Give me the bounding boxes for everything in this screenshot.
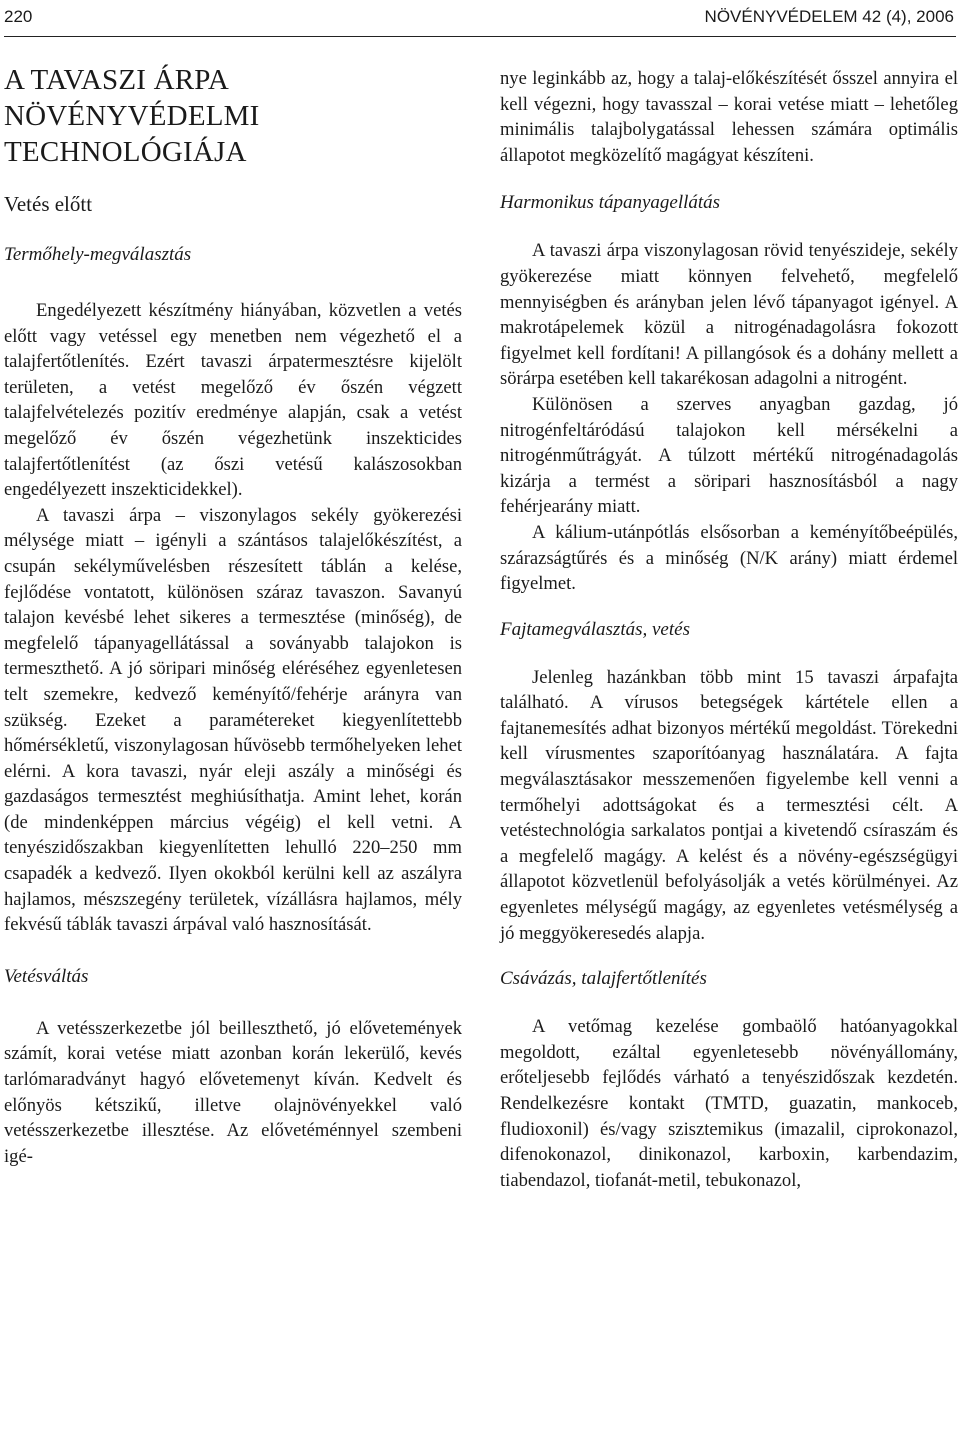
subheading-seed-treatment: Csávázás, talajfertőtlenítés <box>500 968 707 990</box>
article-title <box>4 62 462 170</box>
title-line-2: NÖVÉNYVÉDELMI <box>4 100 260 132</box>
section-heading-before-sowing: Vetés előtt <box>4 192 93 216</box>
paragraph-seed-treatment: A vetőmag kezelése gombaölő hatóanyagokkal megoldott, ezáltal egyenletesebb növényállomány, erőteljesebb fejlődés várható a tenyészidőszak kezdetén. Rendelkezésre kontakt (TMTD, guazatin, mankoceb, fludioxonil) és/vagy szisztemikus (imazalil, ciprokonazol, difenokonazol, dinikonazol, karboxin, karbendazim, tiabendazol, tiofanát-metil, tebukonazol, <box>500 1016 958 1191</box>
paragraph-variety-selection: Jelenleg hazánkban több mint 15 tavaszi árpafajta található. A vírusos betegségek kártétele ellen a fajtanemesítés adhat bizonyos mértékű megoldást. Törekedni kell vírusmentes szaporítóanyag használatára. A fajta megválasztásakor messzemenően figyelembe kell venni a termőhelyi adottságokat és a termesztési célt. A vetéstechnológia sarkalatos pontjai a kivetendő csíraszám és a megfelelő magágy. A kelést és a növény-egészségügyi állapotot közvetlenül befolyásolják a vetés körülményei. Az egyenletes mélységű magágy, az egyenletes vetésmélység a jó meggyökeresedés alapja. <box>500 666 958 944</box>
subheading-site-selection: Termőhely-megválasztás <box>4 244 192 265</box>
left-column <box>4 62 462 1169</box>
paragraph-nutrient-needs: A tavaszi árpa viszonylagosan rövid tenyészideje, sekély gyökerezése miatt könnyen felvehető, megfelelő mennyiségben és arányban jelen lévő tápanyagot igényel. A makrotápelemek közül a nitrogénadagolásra fokozott figyelmet kell fordítani! A pillangósok és a dohány mellett a sörárpa esetében kell takarékosan adagolni a nitrogént. <box>500 240 958 390</box>
paragraph-rotation-continued: nye leginkább az, hogy a talaj-előkészítését ősszel annyira el kell végezni, hogy tavasszal – korai vetése miatt – lehetőleg minimális talajbolygatással lehessen számára optimális állapotot megközelítő magágyat készíteni. <box>500 68 958 166</box>
paragraph-crop-rotation: A vetésszerkezetbe jól beilleszthető, jó elővetemények számít, korai vetése miatt azonban korán lekerülő, kevés tarlómaradványt hagyó elővetemenyt kíván. Kedvelt és előnyös kétszikű, illetve olajnövényekkel való vetésszerkezetbe illesztése. Az elővetéménnyel szembeni igé- <box>4 1017 462 1167</box>
header-rule <box>4 36 956 37</box>
subheading-crop-rotation: Vetésváltás <box>4 965 89 987</box>
page-number: 220 <box>4 7 33 26</box>
subheading-variety-sowing: Fajtamegválasztás, vetés <box>500 618 690 640</box>
title-line-1: A TAVASZI ÁRPA <box>4 64 230 96</box>
paragraph-nitrogen: Különösen a szerves anyagban gazdag, jó nitrogénfeltáródású talajokon kell mérsékelni a nitrogénműtrágyát. A túlzott mértékű nitrogénadagolás kizárja a termést a söripari hasznosításból a nagy fehérjearány miatt. <box>500 393 958 518</box>
page-header <box>4 4 956 34</box>
title-line-3: TECHNOLÓGIÁJA <box>4 136 247 168</box>
subheading-nutrient-supply: Harmonikus tápanyagellátás <box>500 192 721 214</box>
paragraph-soil-disinfection: Engedélyezett készítmény hiányában, közvetlen a vetés előtt vagy vetéssel egy menetben nem végezhető el a talajfertőtlenítés. Ezért tavaszi árpatermesztésre kijelölt területen, a vetést megelőző év őszén végzett talajfelvételezés pozitív eredménye alapján, csak a vetést megelőző év őszén végezhetünk inszekticides talajfertőtlenítést (az őszi vetésű kalászosokban engedélyezett inszekticidekkel). <box>4 300 462 501</box>
right-column <box>500 66 958 1193</box>
paragraph-potassium: A kálium-utánpótlás elsősorban a keményítőbeépülés, szárazságtűrés és a minőség (N/K arány) miatt érdemel figyelmet. <box>500 521 958 595</box>
journal-reference: NÖVÉNYVÉDELEM 42 (4), 2006 <box>704 7 954 26</box>
paragraph-soil-preparation: A tavaszi árpa – viszonylagos sekély gyökerezési mélysége miatt – igényli a szántásos talajelőkészítést, a csupán sekélyművelésben részesített táblán a kelése, fejlődése vontatott, különösen száraz tavaszon. Savanyú talajon kevésbé lehet sikeres a termesztése (minőség), de megfelelő tápanyagellátással a soványabb talajokon is termeszthető. A jó söripari minőség eléréséhez egyenletesen telt szemekre, kedvező keményítő/fehérje arányra van szükség. Ezeket a paramétereket kiegyenlítettebb hőmérsékletű, viszonylagosan hűvösebb termőhelyeken lehet elérni. A kora tavaszi, nyár eleji aszály a minőségi és gazdaságos termesztést meghiúsíthatja. Amint lehet, korán (de mindenképpen március végéig) el kell vetni. A tenyészidőszakban kiegyenlítetten lehulló 220–250 mm csapadék a kedvező. Ilyen okokból kerülni kell az aszályra hajlamos, mészszegény területek, vízállásra hajlamos, mély fekvésű táblák tavaszi árpával való hasznosítását. <box>4 504 462 936</box>
